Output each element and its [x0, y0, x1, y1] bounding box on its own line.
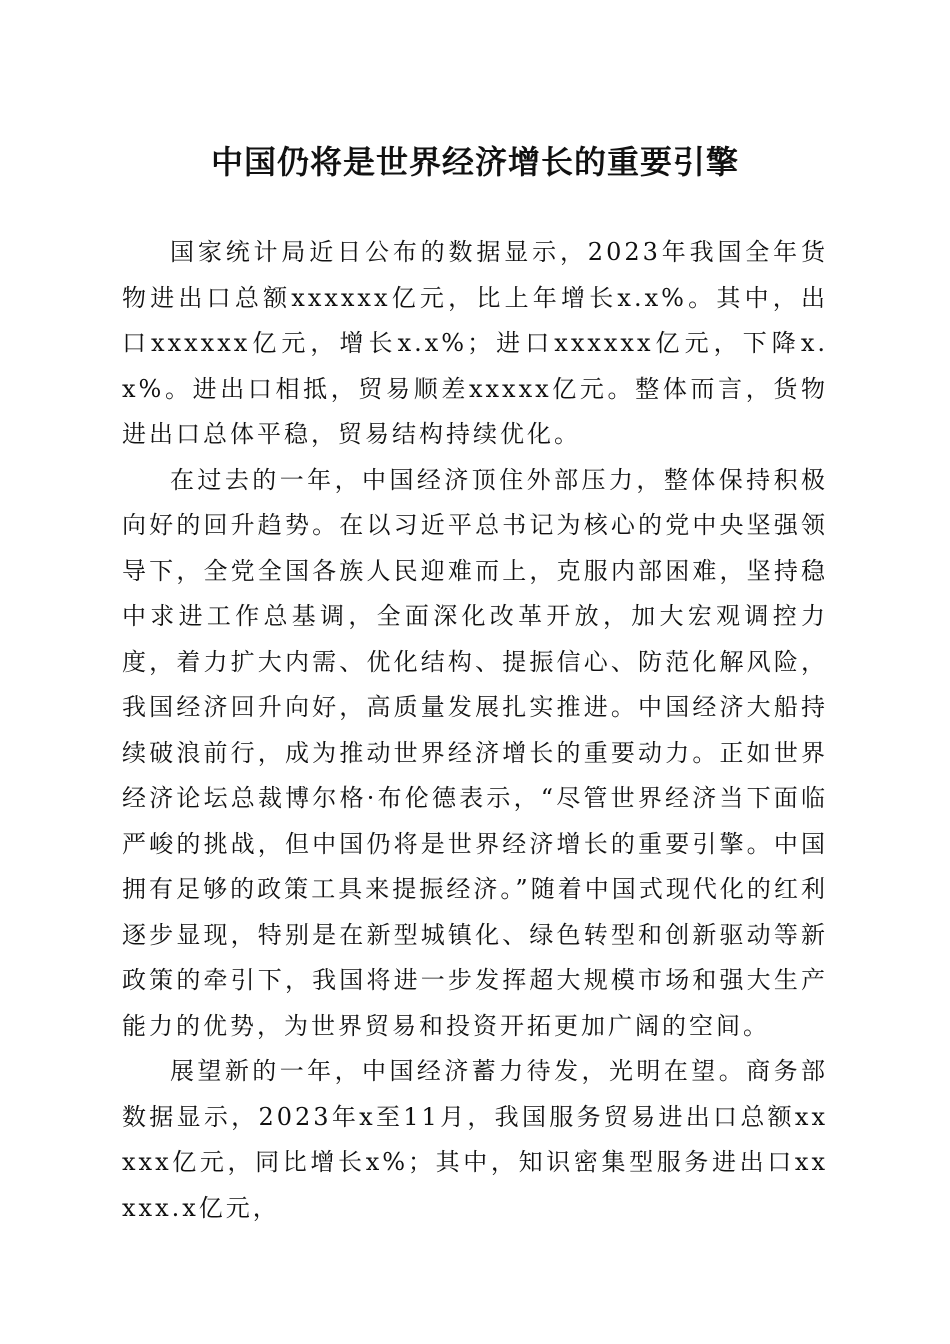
paragraph-1: 国家统计局近日公布的数据显示，2023年我国全年货物进出口总额xxxxxx亿元，比上年增长x.x%。其中，出口xxxxxx亿元，增长x.x%；进口xxxxxx亿元，下降x.x%。进出口相抵，贸易顺差xxxxx亿元。整体而言，货物进出口总体平稳，贸易结构持续优化。	[122, 238, 828, 448]
document-body	[122, 230, 828, 1231]
paragraph-3: 展望新的一年，中国经济蓄力待发，光明在望。商务部数据显示，2023年x至11月，我国服务贸易进出口总额xxxxx亿元，同比增长x%；其中，知识密集型服务进出口xxxxx.x亿元，	[122, 1057, 828, 1222]
paragraph-2: 在过去的一年，中国经济顶住外部压力，整体保持积极向好的回升趋势。在以习近平总书记为核心的党中央坚强领导下，全党全国各族人民迎难而上，克服内部困难，坚持稳中求进工作总基调，全面深化改革开放，加大宏观调控力度，着力扩大内需、优化结构、提振信心、防范化解风险，我国经济回升向好，高质量发展扎实推进。中国经济大船持续破浪前行，成为推动世界经济增长的重要动力。正如世界经济论坛总裁博尔格·布伦德表示，“尽管世界经济当下面临严峻的挑战，但中国仍将是世界经济增长的重要引擎。中国拥有足够的政策工具来提振经济。”随着中国式现代化的红利逐步显现，特别是在新型城镇化、绿色转型和创新驱动等新政策的牵引下，我国将进一步发挥超大规模市场和强大生产能力的优势，为世界贸易和投资开拓更加广阔的空间。	[122, 465, 828, 1040]
document-title: 中国仍将是世界经济增长的重要引擎	[210, 143, 739, 181]
